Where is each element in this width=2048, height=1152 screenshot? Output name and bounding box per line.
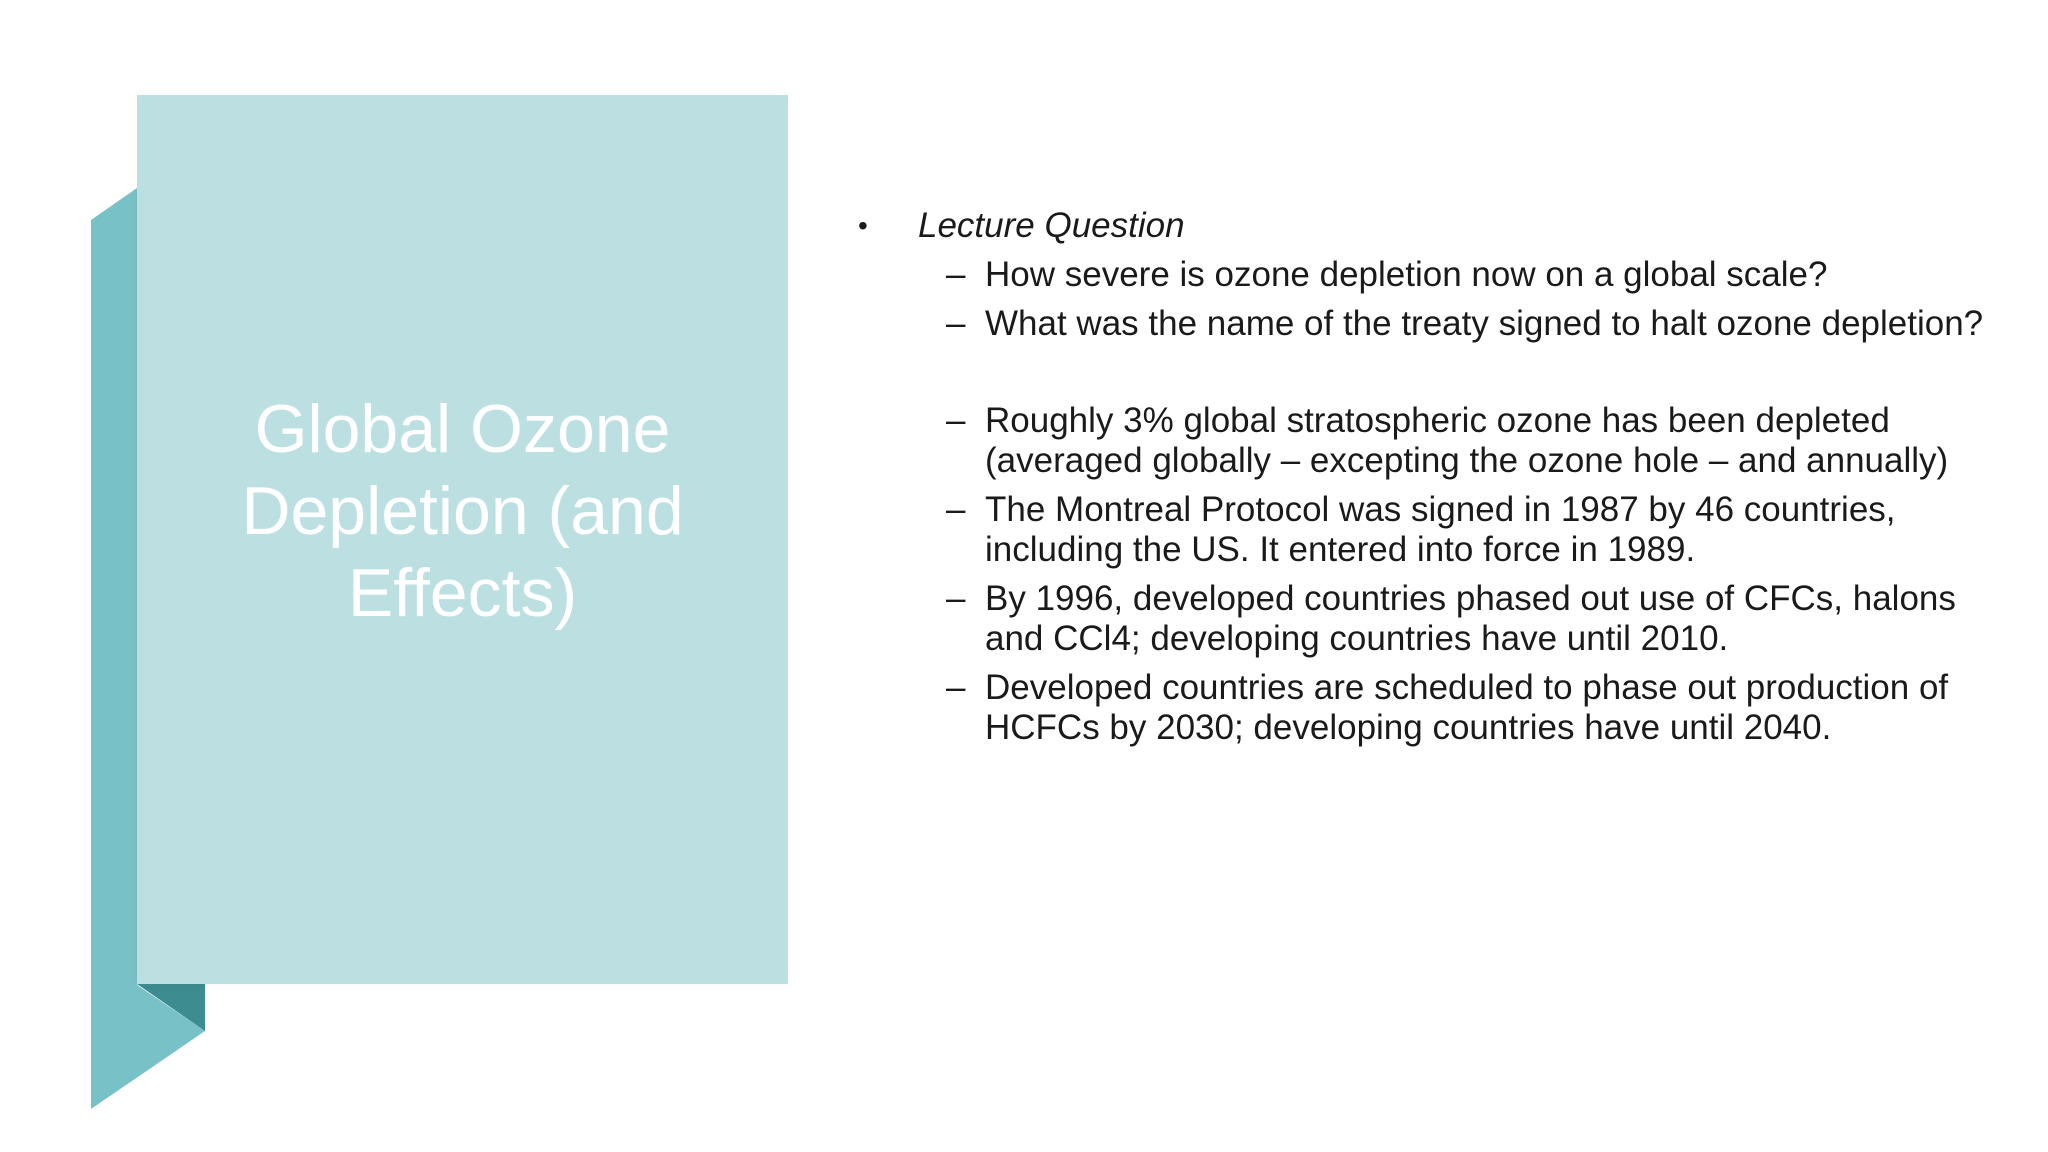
dash-marker: –: [946, 668, 966, 707]
question-text: How severe is ozone depletion now on a global scale?: [985, 255, 1828, 294]
answer-text: Roughly 3% global stratospheric ozone has been depleted (averaged globally – excepting the ozone hole – and annually): [985, 401, 1949, 480]
list-item: [936, 490, 2004, 570]
answer-text: The Montreal Protocol was signed in 1987 by 46 countries, including the US. It entered into force in 1989.: [985, 490, 1896, 569]
main-bullet: [854, 206, 2004, 246]
dash-marker: –: [946, 401, 966, 440]
bullet-heading: Lecture Question: [918, 206, 1185, 245]
dash-marker: –: [946, 490, 966, 529]
list-item: [936, 255, 2004, 295]
dash-marker: –: [946, 304, 966, 343]
ribbon-fold-shadow: [137, 984, 205, 1031]
bullet-marker: •: [858, 210, 868, 241]
content-area: [854, 206, 2004, 748]
list-item: [936, 304, 2004, 344]
answer-text: By 1996, developed countries phased out use of CFCs, halons and CCl4; developing countries have until 2010.: [985, 579, 1956, 658]
answer-text: Developed countries are scheduled to phase out production of HCFCs by 2030; developing countries have until 2040.: [985, 668, 1949, 747]
list-item: [936, 579, 2004, 659]
title-card: [137, 95, 788, 984]
question-list: [936, 255, 2004, 748]
list-item: [936, 401, 2004, 481]
dash-marker: –: [946, 579, 966, 618]
question-text: What was the name of the treaty signed to halt ozone depletion?: [985, 304, 1984, 343]
slide-title: Global Ozone Depletion (and Effects): [241, 390, 684, 631]
list-item: [936, 668, 2004, 748]
dash-marker: –: [946, 255, 966, 294]
